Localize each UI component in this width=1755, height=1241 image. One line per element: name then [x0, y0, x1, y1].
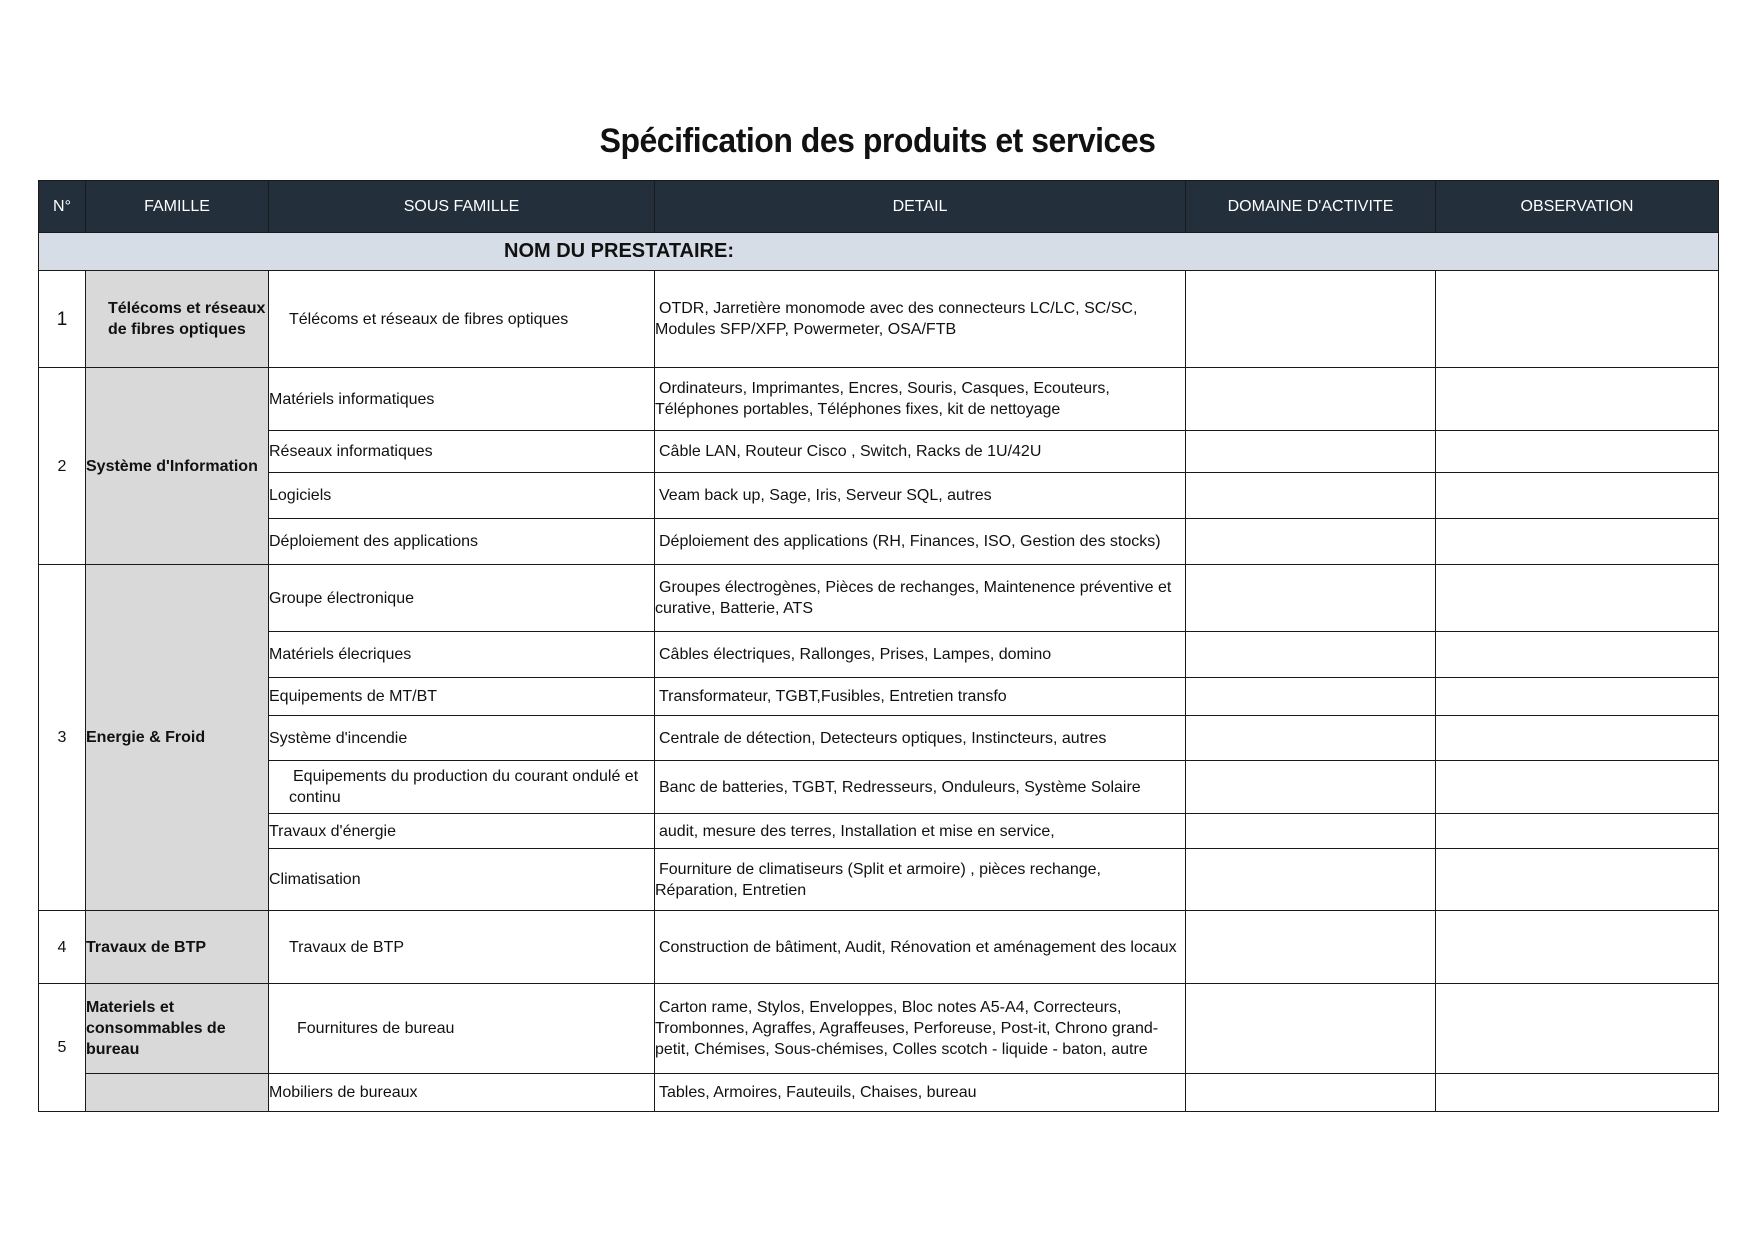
row-number: 5 — [39, 984, 86, 1112]
detail-cell — [655, 911, 1186, 984]
row-number: 2 — [39, 368, 86, 565]
table-row — [39, 431, 1719, 473]
detail-line: Centrale de détection, Detecteurs optiques, Instincteurs, autres — [659, 729, 1107, 747]
domaine-cell[interactable] — [1186, 368, 1436, 431]
table-row — [39, 519, 1719, 565]
provider-label: NOM DU PRESTATAIRE: — [39, 233, 1719, 271]
sous-famille-line: Equipements du production du courant ondulé et — [293, 768, 639, 785]
observation-cell[interactable] — [1436, 984, 1719, 1074]
row-number: 4 — [39, 911, 86, 984]
table-row — [39, 678, 1719, 716]
provider-row — [39, 233, 1719, 271]
detail-line: Transformateur, TGBT,Fusibles, Entretien transfo — [659, 688, 1007, 705]
sous-famille-cell: Système d'incendie — [269, 716, 655, 761]
famille-cell: Système d'Information — [86, 368, 269, 565]
famille-cell: Travaux de BTP — [86, 911, 269, 984]
sous-famille-cell: Déploiement des applications — [269, 519, 655, 565]
detail-cell — [655, 368, 1186, 431]
detail-cell — [655, 1074, 1186, 1112]
header-famille: FAMILLE — [86, 181, 269, 233]
detail-cell — [655, 716, 1186, 761]
domaine-cell[interactable] — [1186, 519, 1436, 565]
observation-cell[interactable] — [1436, 814, 1719, 849]
detail-line: Groupes électrogènes, Pièces de rechanges, Maintenence préventive et — [659, 579, 1172, 596]
domaine-cell[interactable] — [1186, 911, 1436, 984]
domaine-cell[interactable] — [1186, 632, 1436, 678]
domaine-cell[interactable] — [1186, 678, 1436, 716]
detail-line: Carton rame, Stylos, Enveloppes, Bloc notes A5-A4, Correcteurs, — [659, 999, 1122, 1016]
sous-famille-cell: Télécoms et réseaux de fibres optiques — [269, 271, 655, 368]
detail-line: Câbles électriques, Rallonges, Prises, Lampes, domino — [659, 646, 1052, 663]
observation-cell[interactable] — [1436, 431, 1719, 473]
observation-cell[interactable] — [1436, 368, 1719, 431]
detail-line: Trombonnes, Agraffes, Agraffeuses, Perforeuse, Post-it, Chrono grand- — [655, 1020, 1159, 1037]
sous-famille-cell: Matériels élecriques — [269, 632, 655, 678]
table-row — [39, 814, 1719, 849]
detail-cell — [655, 271, 1186, 368]
table-row — [39, 1074, 1719, 1112]
domaine-cell[interactable] — [1186, 716, 1436, 761]
detail-cell — [655, 431, 1186, 473]
page-title: Spécification des produits et services — [599, 122, 1156, 160]
detail-cell — [655, 849, 1186, 911]
row-number: 1 — [39, 271, 86, 368]
table-header-row — [39, 181, 1719, 233]
table-row — [39, 632, 1719, 678]
detail-line: Déploiement des applications (RH, Finances, ISO, Gestion des stocks) — [659, 533, 1161, 550]
detail-line: curative, Batterie, ATS — [655, 600, 813, 617]
sous-famille-cell: Fournitures de bureau — [269, 984, 655, 1074]
table-row — [39, 368, 1719, 431]
table-row — [39, 761, 1719, 814]
header-num: N° — [39, 181, 86, 233]
famille-cell: Materiels et consommables de bureau — [86, 984, 269, 1074]
sous-famille-cell: Logiciels — [269, 473, 655, 519]
domaine-cell[interactable] — [1186, 431, 1436, 473]
detail-line: Téléphones portables, Téléphones fixes, kit de nettoyage — [655, 401, 1061, 418]
domaine-cell[interactable] — [1186, 1074, 1436, 1112]
observation-cell[interactable] — [1436, 565, 1719, 632]
detail-cell — [655, 632, 1186, 678]
table-row — [39, 473, 1719, 519]
detail-line: Réparation, Entretien — [655, 881, 807, 899]
sous-famille-cell: Travaux d'énergie — [269, 814, 655, 849]
detail-line: Banc de batteries, TGBT, Redresseurs, Onduleurs, Système Solaire — [659, 778, 1141, 796]
sous-famille-cell — [269, 761, 655, 814]
domaine-cell[interactable] — [1186, 984, 1436, 1074]
observation-cell[interactable] — [1436, 473, 1719, 519]
row-number: 3 — [39, 565, 86, 911]
detail-cell — [655, 565, 1186, 632]
famille-cell: Energie & Froid — [86, 565, 269, 911]
detail-line: Câble LAN, Routeur Cisco , Switch, Racks de 1U/42U — [659, 443, 1042, 460]
sous-famille-cell: Réseaux informatiques — [269, 431, 655, 473]
header-domaine: DOMAINE D'ACTIVITE — [1186, 181, 1436, 233]
domaine-cell[interactable] — [1186, 473, 1436, 519]
detail-line: Construction de bâtiment, Audit, Rénovation et aménagement des locaux — [659, 938, 1177, 956]
domaine-cell[interactable] — [1186, 565, 1436, 632]
table-row — [39, 911, 1719, 984]
table-row — [39, 984, 1719, 1074]
observation-cell[interactable] — [1436, 1074, 1719, 1112]
detail-line: Veam back up, Sage, Iris, Serveur SQL, autres — [659, 487, 992, 504]
table-row — [39, 565, 1719, 632]
observation-cell[interactable] — [1436, 632, 1719, 678]
header-sous-famille: SOUS FAMILLE — [269, 181, 655, 233]
observation-cell[interactable] — [1436, 911, 1719, 984]
sous-famille-cell: Matériels informatiques — [269, 368, 655, 431]
domaine-cell[interactable] — [1186, 271, 1436, 368]
detail-line: Tables, Armoires, Fauteuils, Chaises, bureau — [659, 1084, 977, 1101]
detail-line: Modules SFP/XFP, Powermeter, OSA/FTB — [655, 321, 957, 338]
sous-famille-cell: Climatisation — [269, 849, 655, 911]
domaine-cell[interactable] — [1186, 849, 1436, 911]
domaine-cell[interactable] — [1186, 814, 1436, 849]
observation-cell[interactable] — [1436, 678, 1719, 716]
detail-cell — [655, 473, 1186, 519]
observation-cell[interactable] — [1436, 716, 1719, 761]
header-detail: DETAIL — [655, 181, 1186, 233]
sous-famille-cell: Travaux de BTP — [269, 911, 655, 984]
sous-famille-line: continu — [289, 789, 341, 806]
detail-line: OTDR, Jarretière monomode avec des connecteurs LC/LC, SC/SC, — [659, 300, 1138, 317]
observation-cell[interactable] — [1436, 849, 1719, 911]
detail-line: Fourniture de climatiseurs (Split et armoire) , pièces rechange, — [659, 860, 1101, 878]
detail-cell — [655, 678, 1186, 716]
famille-cell: Télécoms et réseaux de fibres optiques — [86, 271, 269, 368]
detail-cell — [655, 761, 1186, 814]
detail-cell — [655, 519, 1186, 565]
famille-cell-blank — [86, 1074, 269, 1112]
header-observation: OBSERVATION — [1436, 181, 1719, 233]
spec-table — [38, 180, 1719, 1112]
sous-famille-cell: Mobiliers de bureaux — [269, 1074, 655, 1112]
detail-line: audit, mesure des terres, Installation et mise en service, — [659, 822, 1055, 840]
detail-line: Ordinateurs, Imprimantes, Encres, Souris, Casques, Ecouteurs, — [659, 380, 1110, 397]
observation-cell[interactable] — [1436, 271, 1719, 368]
observation-cell[interactable] — [1436, 761, 1719, 814]
domaine-cell[interactable] — [1186, 761, 1436, 814]
detail-line: petit, Chémises, Sous-chémises, Colles scotch - liquide - baton, autre — [655, 1041, 1148, 1058]
table-row — [39, 271, 1719, 368]
detail-cell — [655, 814, 1186, 849]
table-row — [39, 716, 1719, 761]
table-row — [39, 849, 1719, 911]
sous-famille-cell: Equipements de MT/BT — [269, 678, 655, 716]
detail-cell — [655, 984, 1186, 1074]
observation-cell[interactable] — [1436, 519, 1719, 565]
sous-famille-cell: Groupe électronique — [269, 565, 655, 632]
